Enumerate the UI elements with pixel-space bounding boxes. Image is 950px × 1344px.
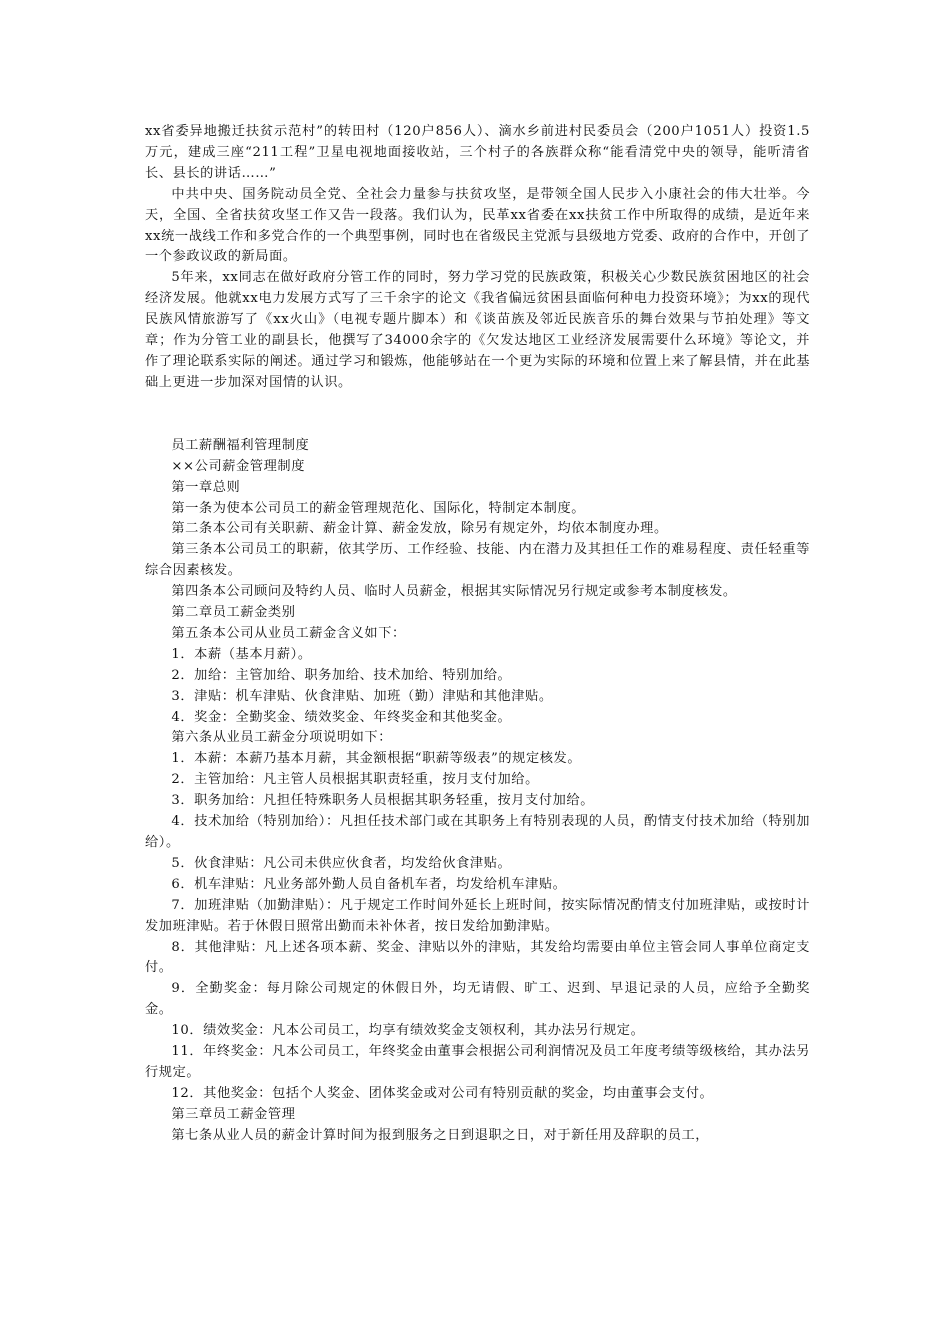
regulation-paragraph: 第七条从业人员的薪金计算时间为报到服务之日到退职之日，对于新任用及辞职的员工，	[171, 1127, 710, 1143]
regulation-paragraph: 2．主管加给：凡主管人员根据其职责轻重，按月支付加给。	[171, 772, 539, 788]
regulation-paragraph: 第一章总则	[171, 479, 241, 495]
regulation-paragraph: 3．职务加给：凡担任特殊职务人员根据其职务轻重，按月支付加给。	[171, 793, 595, 809]
regulation-paragraph: 1．本薪：本薪乃基本月薪，其金额根据“职薪等级表”的规定核发。	[171, 751, 582, 767]
regulation-paragraph: 11．年终奖金：凡本公司员工，年终奖金由董事会根据公司利润情况及员工年度考绩等级核给，其办法另行规定。	[145, 1044, 810, 1080]
intro-section	[145, 122, 810, 394]
intro-paragraph-1: xx省委异地搬迁扶贫示范村”的转田村（120户856人）、滴水乡前进村民委员会（200户1051人）投资1.5万元，建成三座“211工程”卫星电视地面接收站，三个村子的各族群众称“能看清党中央的领导，能听清省长、县长的讲话……”	[145, 124, 810, 181]
regulation-paragraph: 第三条本公司员工的职薪，依其学历、工作经验、技能、内在潜力及其担任工作的难易程度、责任轻重等综合因素核发。	[145, 542, 810, 579]
regulation-section	[145, 436, 810, 1147]
regulation-paragraph: 12．其他奖金：包括个人奖金、团体奖金或对公司有特别贡献的奖金，均由董事会支付。	[171, 1085, 714, 1101]
regulation-paragraph: 3．津贴：机车津贴、伙食津贴、加班（勤）津贴和其他津贴。	[171, 688, 553, 704]
regulation-paragraph: 第三章员工薪金管理	[171, 1106, 296, 1122]
regulation-paragraph: 9．全勤奖金：每月除公司规定的休假日外，均无请假、旷工、迟到、早退记录的人员，应给予全勤奖金。	[145, 981, 810, 1018]
intro-paragraph-2: 中共中央、国务院动员全党、全社会力量参与扶贫攻坚，是带领全国人民步入小康社会的伟大壮举。今天，全国、全省扶贫攻坚工作又告一段落。我们认为，民革xx省委在xx扶贫工作中所取得的成绩，是近年来xx统一战线工作和多党合作的一个典型事例，同时也在省级民主党派与县级地方党委、政府的合作中，开创了一个参政议政的新局面。	[145, 186, 810, 265]
regulation-paragraph: 7．加班津贴（加勤津贴）：凡于规定工作时间外延长上班时间，按实际情况酌情支付加班津贴，或按时计发加班津贴。若于休假日照常出勤而未补休者，按日发给加勤津贴。	[145, 897, 810, 934]
regulation-paragraph: 第一条为使本公司员工的薪金管理规范化、国际化，特制定本制度。	[171, 500, 586, 516]
regulation-paragraph: 6．机车津贴：凡业务部外勤人员自备机车者，均发给机车津贴。	[171, 876, 567, 892]
regulation-paragraph: 5．伙食津贴：凡公司未供应伙食者，均发给伙食津贴。	[171, 855, 512, 871]
regulation-paragraph: 第二章员工薪金类别	[171, 605, 296, 621]
regulation-paragraph: 第二条本公司有关职薪、薪金计算、薪金发放，除另有规定外，均依本制度办理。	[171, 521, 668, 537]
regulation-paragraph: 8．其他津贴：凡上述各项本薪、奖金、津贴以外的津贴，其发给均需要由单位主管会同人事单位商定支付。	[145, 939, 810, 976]
document-page	[145, 122, 810, 1147]
regulation-paragraph: 1．本薪（基本月薪）。	[171, 646, 312, 662]
regulation-paragraph: 2．加给：主管加给、职务加给、技术加给、特别加给。	[171, 667, 512, 683]
regulation-paragraph: 第五条本公司从业员工薪金含义如下：	[171, 625, 406, 641]
regulation-paragraph: 10．绩效奖金：凡本公司员工，均享有绩效奖金支领权利，其办法另行规定。	[171, 1023, 645, 1039]
intro-paragraph-3: 5年来，xx同志在做好政府分管工作的同时，努力学习党的民族政策，积极关心少数民族贫困地区的社会经济发展。他就xx电力发展方式写了三千余字的论文《我省偏远贫困县面临何种电力投资环境》；为xx的现代民族风情旅游写了《xx火山》（电视专题片脚本）和《谈苗族及邻近民族音乐的舞台效果与节拍处理》等文章；作为分管工业的副县长，他撰写了34000余字的《欠发达地区工业经济发展需要什么环境》等论文，并作了理论联系实际的阐述。通过学习和锻炼，他能够站在一个更为实际的环境和位置上来了解县情，并在此基础上更进一步加深对国情的认识。	[145, 270, 810, 390]
regulation-paragraph: 4．技术加给（特别加给）：凡担任技术部门或在其职务上有特别表现的人员，酌情支付技术加给（特别加给）。	[145, 814, 810, 850]
section-gap	[145, 394, 810, 415]
regulation-paragraph: 第四条本公司顾问及特约人员、临时人员薪金，根据其实际情况另行规定或参考本制度核发。	[171, 584, 737, 600]
regulation-paragraph: ××公司薪金管理制度	[171, 458, 305, 474]
section-gap	[145, 415, 810, 436]
regulation-paragraph: 第六条从业员工薪金分项说明如下：	[171, 730, 392, 746]
regulation-paragraph: 员工薪酬福利管理制度	[171, 437, 310, 453]
regulation-paragraph: 4．奖金：全勤奖金、绩效奖金、年终奖金和其他奖金。	[171, 709, 512, 725]
